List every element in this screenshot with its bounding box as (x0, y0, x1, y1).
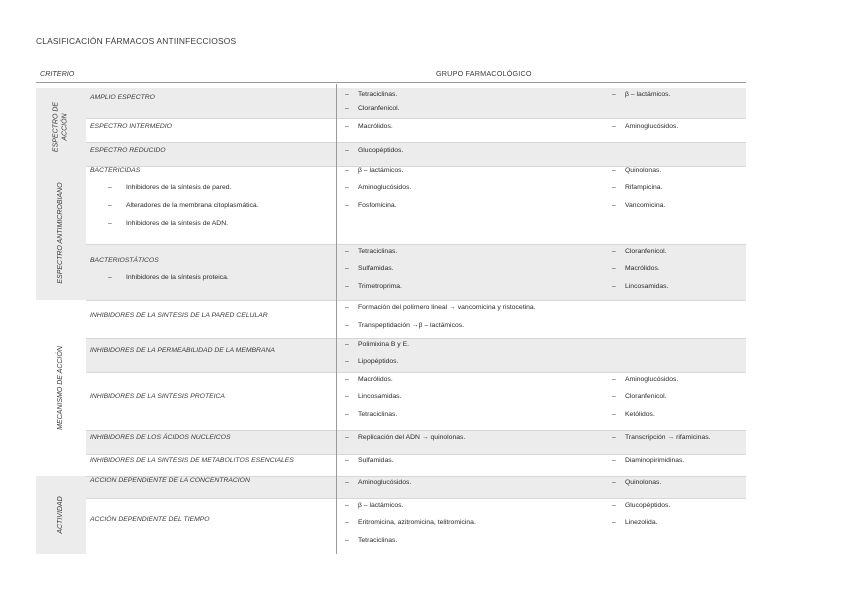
drug-text: Linezolida. (625, 519, 658, 526)
drug-item (345, 248, 397, 255)
grupo-header: GRUPO FARMACOLÓGICO (436, 69, 532, 78)
drug-text: Eritromicina, azitromicina, telitromicina. (358, 519, 476, 526)
row-separator (86, 300, 746, 301)
subcriterion-text: Inhibidores de la síntesis de pared. (126, 184, 232, 191)
subcriterion-text: Alteradores de la membrana citoplasmática. (126, 202, 259, 209)
dash-bullet: – (345, 411, 349, 418)
table-row (86, 88, 746, 118)
drug-item (612, 393, 667, 400)
dash-bullet: – (612, 184, 616, 191)
drug-item (345, 411, 397, 418)
dash-bullet: – (612, 457, 616, 464)
dash-bullet: – (345, 123, 349, 130)
criterion-label: ESPECTRO REDUCIDO (90, 147, 166, 154)
criterion-label: INHIBIDORES DE LOS ÁCIDOS NUCLEICOS (90, 434, 231, 441)
criterion-label: ESPECTRO INTERMEDIO (90, 123, 172, 130)
dash-bullet: – (345, 502, 349, 509)
drug-item (345, 376, 393, 383)
table-row (86, 142, 746, 166)
drug-item (345, 105, 400, 112)
table-row (86, 300, 746, 338)
drug-item (612, 411, 655, 418)
drug-item (345, 283, 402, 290)
drug-text: Cloranfenicol. (358, 105, 400, 112)
drug-item (612, 248, 667, 255)
drug-text: β – lactámicos. (358, 502, 404, 509)
drug-text: β – lactámicos. (625, 91, 671, 98)
subcriterion-text: Inhibidores de la síntesis de ADN. (126, 220, 229, 227)
row-separator (86, 430, 746, 431)
dash-bullet: – (345, 105, 349, 112)
drug-item (612, 434, 711, 441)
group-cell (36, 300, 86, 476)
drug-item (345, 202, 397, 209)
row-separator (86, 244, 746, 245)
table-row (86, 454, 746, 476)
dash-bullet: – (345, 519, 349, 526)
drug-text: Trimetroprima. (358, 283, 402, 290)
dash-bullet: – (108, 274, 112, 281)
criterion-label: ACCION DEPENDIENTE DE LA CONCENTRACIÓN (90, 477, 250, 484)
criterion-label: INHIBIDORES DE LA SINTESIS PROTEICA (90, 393, 225, 400)
drug-text: Diaminopirimidinas. (625, 457, 685, 464)
dash-bullet: – (345, 479, 349, 486)
table-row (86, 118, 746, 142)
dash-bullet: – (612, 202, 616, 209)
drug-text: Glucopéptidos. (358, 147, 404, 154)
drug-item (345, 167, 403, 174)
subcriterion-item (108, 220, 228, 227)
drug-text: Macrólidos. (358, 376, 393, 383)
dash-bullet: – (345, 91, 349, 98)
column-divider (336, 84, 337, 554)
drug-text: Cloranfenicol. (625, 393, 667, 400)
drug-item (345, 304, 536, 311)
drug-item (612, 376, 678, 383)
drug-item (612, 91, 670, 98)
dash-bullet: – (612, 123, 616, 130)
drug-text: Glucopéptidos. (625, 502, 671, 509)
group-label-line: ACCIÓN (61, 113, 68, 141)
dash-bullet: – (345, 184, 349, 191)
drug-text: Quinolonas. (625, 167, 662, 174)
dash-bullet: – (345, 202, 349, 209)
criterion-label: AMPLIO ESPECTRO (90, 94, 155, 101)
dash-bullet: – (345, 322, 349, 329)
drug-item (345, 457, 394, 464)
dash-bullet: – (345, 376, 349, 383)
drug-item (612, 167, 661, 174)
row-separator (86, 476, 746, 477)
drug-text: Cloranfenicol. (625, 248, 667, 255)
drug-item (345, 358, 398, 365)
criterion-label: BACTERICIDAS (90, 167, 141, 174)
group-label-line: ACTIVIDAD (56, 496, 64, 534)
dash-bullet: – (345, 248, 349, 255)
drug-text: Aminoglucósidos. (625, 123, 679, 130)
row-separator (86, 166, 746, 167)
dash-bullet: – (345, 167, 349, 174)
dash-bullet: – (612, 479, 616, 486)
drug-item (612, 283, 668, 290)
dash-bullet: – (612, 248, 616, 255)
drug-text: Tetraciclinas. (358, 537, 398, 544)
table-row (86, 372, 746, 430)
criterion-label: INHIBIDORES DE LA SINTESIS DE METABOLITOS ESENCIALES (90, 457, 294, 464)
group-label-line: MECANISMO DE ACCIÓN (56, 346, 64, 430)
subcriterion-item (108, 184, 231, 191)
drug-text: Fosfomicina. (358, 202, 397, 209)
drug-text: Tetraciclinas. (358, 411, 398, 418)
criterio-header: CRITERIO (40, 69, 75, 78)
dash-bullet: – (612, 393, 616, 400)
group-label (57, 346, 66, 430)
table-row (86, 244, 746, 300)
dash-bullet: – (612, 376, 616, 383)
dash-bullet: – (345, 283, 349, 290)
drug-text: Tetraciclinas. (358, 248, 398, 255)
drug-item (345, 147, 403, 154)
drug-text: Macrólidos. (625, 265, 660, 272)
drug-text: Quinolonas. (625, 479, 662, 486)
group-label (57, 182, 66, 283)
subcriterion-item (108, 274, 229, 281)
dash-bullet: – (612, 519, 616, 526)
table-row (86, 166, 746, 244)
drug-item (345, 537, 397, 544)
row-separator (86, 372, 746, 373)
drug-text: Sulfamidas. (358, 265, 394, 272)
dash-bullet: – (345, 265, 349, 272)
group-cell (36, 166, 86, 300)
dash-bullet: – (345, 341, 349, 348)
drug-item (345, 184, 411, 191)
drug-item (345, 265, 394, 272)
drug-item (345, 502, 403, 509)
group-cell (36, 476, 86, 554)
row-separator (86, 338, 746, 339)
drug-text: Polimixina B y E. (358, 341, 409, 348)
group-label (53, 102, 70, 152)
group-cell (36, 88, 86, 166)
drug-item (345, 519, 476, 526)
table-row (86, 338, 746, 372)
dash-bullet: – (345, 304, 349, 311)
table-row (86, 498, 746, 554)
criterion-label: BACTERIOSTÁTICOS (90, 257, 159, 264)
criterion-label: ACCIÓN DEPENDIENTE DEL TIEMPO (90, 516, 210, 523)
drug-item (612, 265, 660, 272)
dash-bullet: – (108, 220, 112, 227)
drug-item (345, 91, 397, 98)
drug-item (345, 393, 401, 400)
table-row (86, 476, 746, 498)
drug-item (612, 519, 658, 526)
dash-bullet: – (345, 457, 349, 464)
dash-bullet: – (612, 411, 616, 418)
drug-text: Replicación del ADN → quinolonas. (358, 434, 466, 441)
drug-item (345, 341, 409, 348)
drug-text: Lipopéptidos. (358, 358, 399, 365)
drug-item (345, 322, 464, 329)
dash-bullet: – (345, 147, 349, 154)
drug-text: Sulfamidas. (358, 457, 394, 464)
row-separator (86, 142, 746, 143)
group-label-line: ESPECTRO DE (52, 101, 60, 153)
dash-bullet: – (345, 393, 349, 400)
criterion-label: INHIBIDORES DE LA SINTESIS DE LA PARED CELULAR (90, 312, 268, 319)
criterion-label: INHIBIDORES DE LA PERMEABILIDAD DE LA MEMBRANA (90, 347, 275, 354)
document-title: CLASIFICACIÓN FÁRMACOS ANTIINFECCIOSOS (36, 36, 237, 46)
drug-text: Transpeptidación →β – lactámicos. (358, 322, 465, 329)
drug-text: Aminoglucósidos. (358, 479, 412, 486)
dash-bullet: – (612, 265, 616, 272)
drug-item (612, 502, 670, 509)
drug-item (345, 123, 393, 130)
row-separator (86, 454, 746, 455)
dash-bullet: – (345, 358, 349, 365)
dash-bullet: – (612, 167, 616, 174)
dash-bullet: – (108, 184, 112, 191)
dash-bullet: – (108, 202, 112, 209)
group-label (57, 496, 66, 533)
drug-item (345, 434, 465, 441)
drug-item (612, 184, 662, 191)
row-separator (86, 498, 746, 499)
drug-text: Transcripción → rifamicinas. (625, 434, 711, 441)
drug-text: Aminoglucósidos. (625, 376, 679, 383)
dash-bullet: – (345, 537, 349, 544)
drug-text: Rifampicina. (625, 184, 663, 191)
drug-item (612, 202, 665, 209)
subcriterion-item (108, 202, 259, 209)
dash-bullet: – (345, 434, 349, 441)
dash-bullet: – (612, 91, 616, 98)
group-label-line: ESPECTRO ANTIMICROBIANO (56, 182, 64, 284)
drug-text: Ketólidos. (625, 411, 655, 418)
header-divider (36, 82, 746, 83)
drug-text: Aminoglucósidos. (358, 184, 412, 191)
dash-bullet: – (612, 283, 616, 290)
table-row (86, 430, 746, 454)
drug-item (612, 457, 684, 464)
dash-bullet: – (612, 502, 616, 509)
row-separator (86, 118, 746, 119)
drug-item (612, 123, 678, 130)
drug-text: Lincosamidas. (625, 283, 669, 290)
subcriterion-text: Inhibidores de la síntesis proteica. (126, 274, 229, 281)
drug-text: Tetraciclinas. (358, 91, 398, 98)
drug-text: Formación del polímero lineal → vancomicina y ristocetina. (358, 304, 536, 311)
dash-bullet: – (612, 434, 616, 441)
drug-text: Lincosamidas. (358, 393, 402, 400)
drug-text: β – lactámicos. (358, 167, 404, 174)
drug-item (345, 479, 411, 486)
drug-text: Vancomicina. (625, 202, 666, 209)
drug-item (612, 479, 661, 486)
drug-text: Macrólidos. (358, 123, 393, 130)
